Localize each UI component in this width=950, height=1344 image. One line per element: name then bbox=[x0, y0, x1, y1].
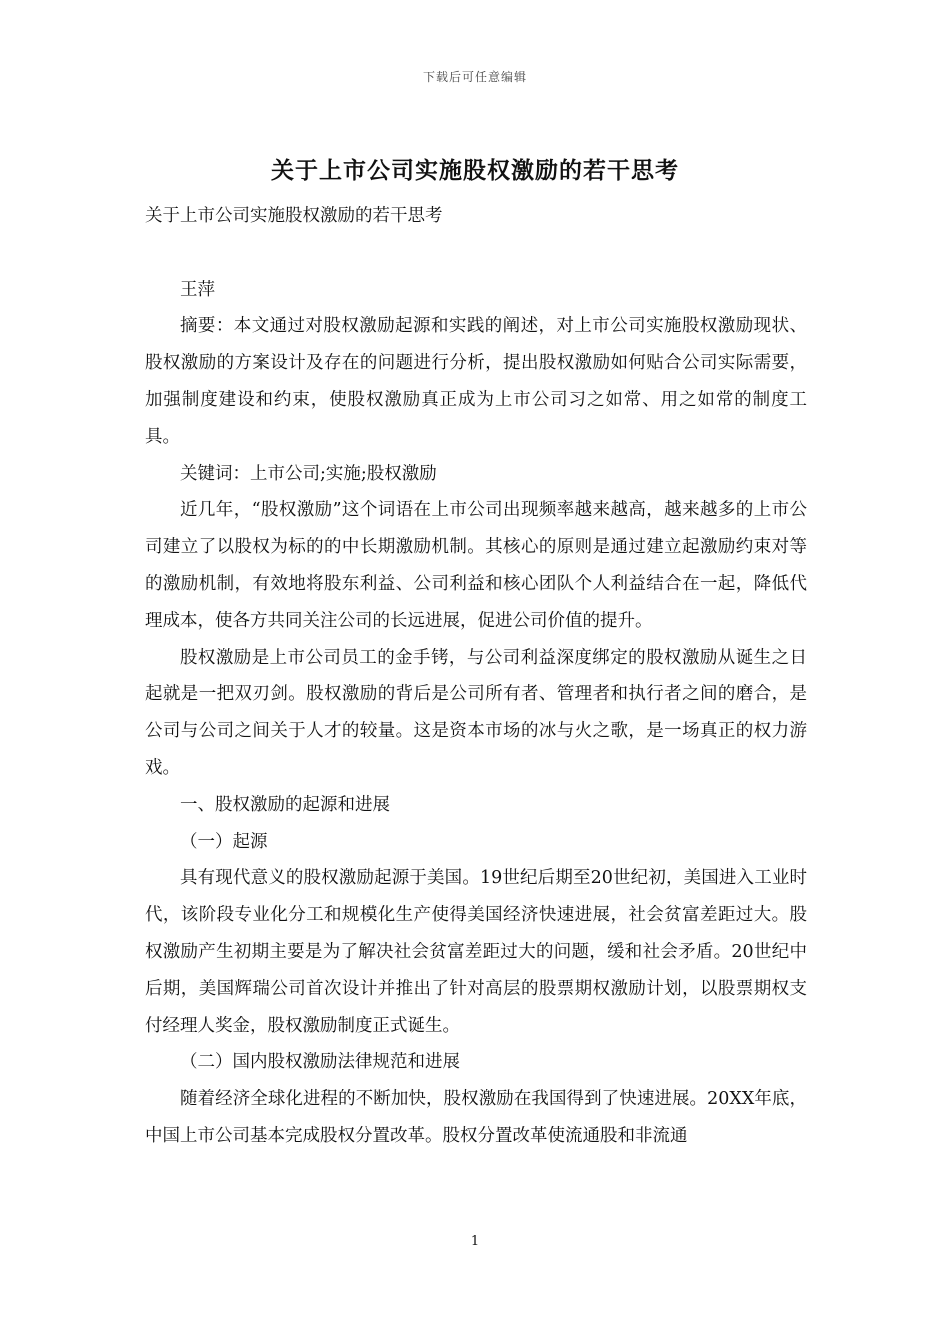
page-number: 1 bbox=[470, 1234, 480, 1249]
document-title: 关于上市公司实施股权激励的若干思考 bbox=[271, 158, 679, 184]
body-paragraph: 随着经济全球化进程的不断加快，股权激励在我国得到了快速进展。20XX年底，中国上市公司基本完成股权分置改革。股权分置改革使流通股和非流通 bbox=[145, 1089, 807, 1146]
page-header-note: 下载后可任意编辑 bbox=[422, 70, 527, 84]
section-heading: 一、股权激励的起源和进展 bbox=[180, 794, 390, 815]
author-line: 王萍 bbox=[180, 279, 215, 300]
subsection-heading: （二）国内股权激励法律规范和进展 bbox=[180, 1052, 460, 1073]
document-body bbox=[145, 198, 807, 1155]
subsection-heading: （一）起源 bbox=[180, 831, 268, 852]
blank-line bbox=[145, 235, 807, 272]
body-paragraph: 股权激励是上市公司员工的金手铐，与公司利益深度绑定的股权激励从诞生之日起就是一把双刃剑。股权激励的背后是公司所有者、管理者和执行者之间的磨合，是公司与公司之间关于人才的较量。这是资本市场的冰与火之歌，是一场真正的权力游戏。 bbox=[145, 647, 807, 778]
keywords-line: 关键词：上市公司;实施;股权激励 bbox=[180, 463, 437, 484]
abstract-paragraph: 摘要：本文通过对股权激励起源和实践的阐述，对上市公司实施股权激励现状、股权激励的方案设计及存在的问题进行分析，提出股权激励如何贴合公司实际需要，加强制度建设和约束，使股权激励真正成为上市公司习之如常、用之如常的制度工具。 bbox=[145, 316, 807, 447]
body-paragraph: 具有现代意义的股权激励起源于美国。19世纪后期至20世纪初，美国进入工业时代，该阶段专业化分工和规模化生产使得美国经济快速进展，社会贫富差距过大。股权激励产生初期主要是为了解决社会贫富差距过大的问题，缓和社会矛盾。20世纪中后期，美国辉瑞公司首次设计并推出了针对高层的股票期权激励计划，以股票期权支付经理人奖金，股权激励制度正式诞生。 bbox=[145, 868, 807, 1036]
document-subtitle: 关于上市公司实施股权激励的若干思考 bbox=[145, 206, 443, 226]
body-paragraph: 近几年，“股权激励”这个词语在上市公司出现频率越来越高，越来越多的上市公司建立了以股权为标的的中长期激励机制。其核心的原则是通过建立起激励约束对等的激励机制，有效地将股东利益、公司利益和核心团队个人利益结合在一起，降低代理成本，使各方共同关注公司的长远进展，促进公司价值的提升。 bbox=[145, 500, 807, 631]
